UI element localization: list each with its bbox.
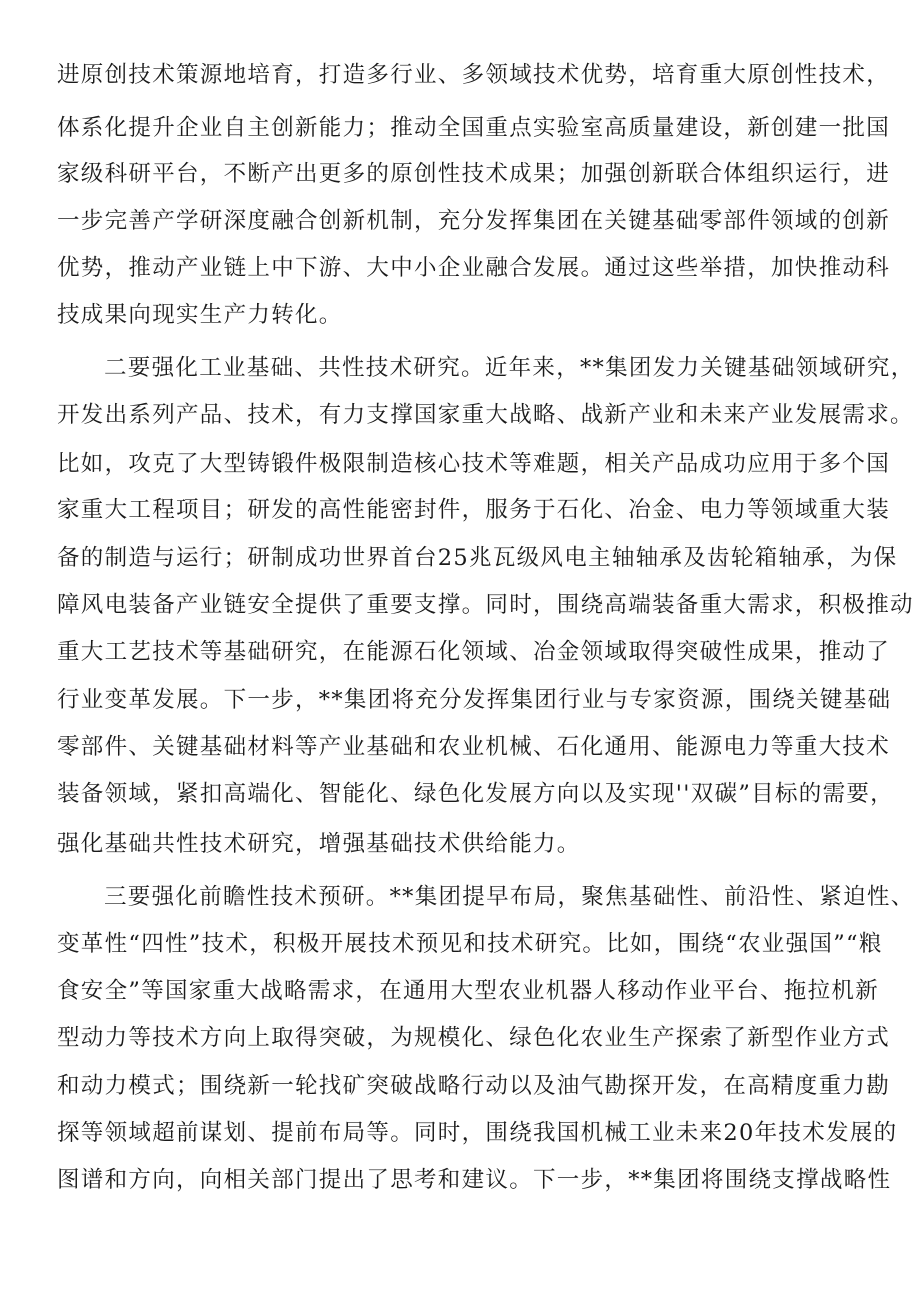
- text-line: 型动力等技术方向上取得突破，为规模化、绿色化农业生产探索了新型作业方式: [57, 1025, 891, 1051]
- text-line: 装备领域，紧扣高端化、智能化、绿色化发展方向以及实现''双碳”目标的需要，: [57, 781, 894, 807]
- text-line: 开发出系列产品、技术，有力支撑国家重大战略、战新产业和未来产业发展需求。: [57, 402, 914, 428]
- text-line: 比如，攻克了大型铸锻件极限制造核心技术等难题，相关产品成功应用于多个国: [57, 451, 891, 477]
- text-line: 体系化提升企业自主创新能力；推动全国重点实验室高质量建设，新创建一批国: [57, 115, 891, 141]
- text-line: 一步完善产学研深度融合创新机制，充分发挥集团在关键基础零部件领域的创新: [57, 208, 891, 234]
- text-line: 探等领域超前谋划、提前布局等。同时，围绕我国机械工业未来20年技术发展的: [57, 1120, 898, 1146]
- text-line: 家重大工程项目；研发的高性能密封件，服务于石化、冶金、电力等领域重大装: [57, 497, 891, 523]
- text-line: 优势，推动产业链上中下游、大中小企业融合发展。通过这些举措，加快推动科: [57, 255, 891, 281]
- text-line: 变革性“四性”技术，积极开展技术预见和技术研究。比如，围绕“农业强国”“粮: [57, 931, 883, 957]
- text-line: 零部件、关键基础材料等产业基础和农业机械、石化通用、能源电力等重大技术: [57, 734, 891, 760]
- text-line: 重大工艺技术等基础研究，在能源石化领域、冶金领域取得突破性成果，推动了: [57, 639, 891, 665]
- text-line: 强化基础共性技术研究，增强基础技术供给能力。: [57, 831, 581, 857]
- text-line: 备的制造与运行；研制成功世界首台25兆瓦级风电主轴轴承及齿轮箱轴承，为保: [57, 545, 898, 571]
- text-line: 障风电装备产业链安全提供了重要支撑。同时，围绕高端装备重大需求，积极推动: [57, 592, 914, 618]
- text-line: 和动力模式；围绕新一轮找矿突破战略行动以及油气勘探开发，在高精度重力勘: [57, 1073, 891, 1099]
- text-line: 行业变革发展。下一步，**集团将充分发挥集团行业与专家资源，围绕关键基础: [57, 687, 892, 713]
- text-line: 进原创技术策源地培育，打造多行业、多领域技术优势，培育重大原创性技术，: [57, 62, 891, 88]
- paragraph-start: 三要强化前瞻性技术预研。**集团提早布局，聚焦基础性、前沿性、紧迫性、: [104, 884, 915, 910]
- paragraph-start: 二要强化工业基础、共性技术研究。近年来，**集团发力关键基础领域研究，: [104, 355, 915, 381]
- text-line: 图谱和方向，向相关部门提出了思考和建议。下一步，**集团将围绕支撑战略性: [57, 1167, 892, 1193]
- text-line: 技成果向现实生产力转化。: [57, 302, 343, 328]
- text-line: 食安全”等国家重大战略需求，在通用大型农业机器人移动作业平台、拖拉机新: [57, 978, 880, 1004]
- text-line: 家级科研平台，不断产出更多的原创性技术成果；加强创新联合体组织运行，进: [57, 161, 891, 187]
